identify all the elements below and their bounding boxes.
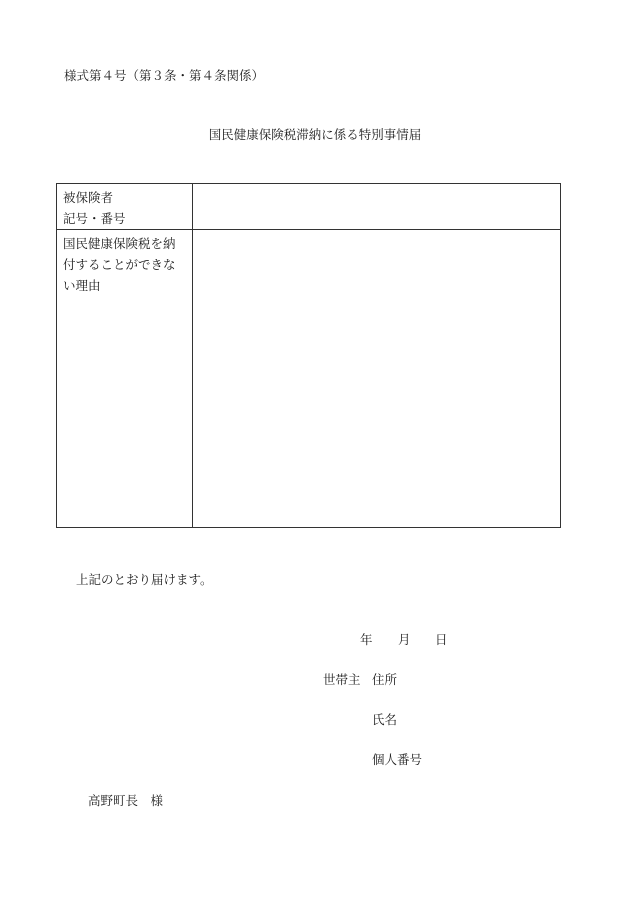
date-year-label: 年 xyxy=(360,632,373,647)
notification-table xyxy=(56,183,561,528)
statement-text: 上記のとおり届けます。 xyxy=(76,572,213,587)
label-line: 被保険者 xyxy=(63,190,114,205)
label-line: 記号・番号 xyxy=(63,211,126,226)
label-line: 付することができな xyxy=(63,257,176,272)
address-label: 住所 xyxy=(372,672,398,687)
insured-number-label-cell xyxy=(57,184,193,230)
reason-field[interactable] xyxy=(193,230,561,528)
name-label: 氏名 xyxy=(372,712,398,727)
document-title: 国民健康保険税滞納に係る特別事情届 xyxy=(208,127,422,142)
label-line: い理由 xyxy=(63,278,101,293)
table-row-reason xyxy=(57,230,561,528)
reason-label-cell xyxy=(57,230,193,528)
individual-number-label: 個人番号 xyxy=(372,752,423,767)
table-row-insured-number xyxy=(57,184,561,230)
householder-label: 世帯主 xyxy=(323,672,361,687)
insured-number-field[interactable] xyxy=(193,184,561,230)
label-line: 国民健康保険税を納 xyxy=(63,236,176,251)
addressee: 高野町長 様 xyxy=(88,793,164,808)
date-day-label: 日 xyxy=(435,632,448,647)
form-number: 様式第４号（第３条・第４条関係） xyxy=(64,68,265,83)
date-month-label: 月 xyxy=(398,632,411,647)
